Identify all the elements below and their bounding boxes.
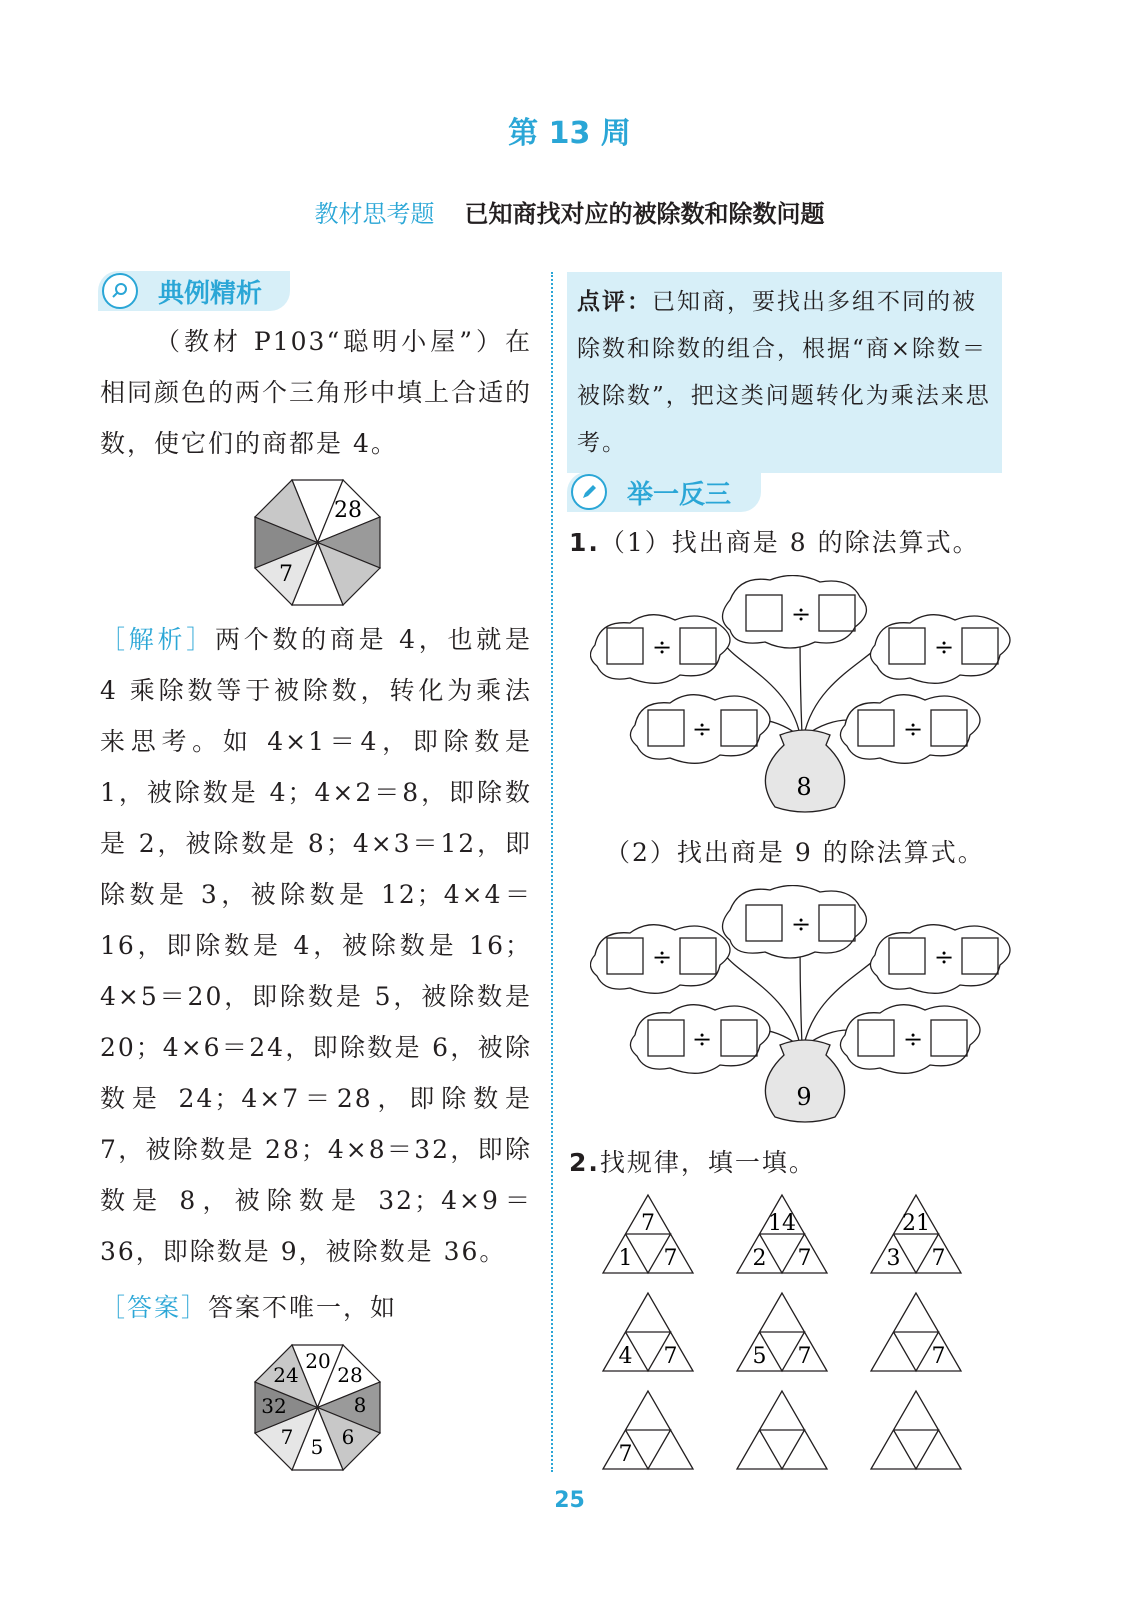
week-title: 第 13 周 xyxy=(508,116,631,151)
pattern-triangle-divider xyxy=(894,1430,939,1469)
question-1-part-1-text: （1）找出商是 8 的除法算式。 xyxy=(599,528,980,557)
practice-section-label: 举一反三 xyxy=(627,479,732,510)
review-text: 已知商，要找出多组不同的被除数和除数的组合，根据“商×除数＝被除数”，把这类问题转化为乘法来思考。 xyxy=(577,289,991,456)
example-problem: （教材 P103“聪明小屋”）在相同颜色的两个三角形中填上合适的数，使它们的商都是 4。 xyxy=(100,327,533,458)
triangle-pattern-grid xyxy=(598,1193,968,1473)
analysis-tag: ［解析］ xyxy=(100,625,215,654)
triangle-left-number: 3 xyxy=(886,1246,901,1271)
triangle-right-number: 7 xyxy=(663,1246,678,1271)
branch-line xyxy=(800,635,802,735)
divide-sign: ÷ xyxy=(651,943,673,971)
octagon-number: 8 xyxy=(353,1393,367,1417)
triangle-left-number: 2 xyxy=(752,1246,767,1271)
divide-sign: ÷ xyxy=(902,1025,924,1053)
divide-sign: ÷ xyxy=(933,633,955,661)
branch-line xyxy=(800,945,802,1045)
divide-sign: ÷ xyxy=(902,715,924,743)
triangle-top-number: 14 xyxy=(768,1211,796,1236)
division-tree-8 xyxy=(590,575,1015,820)
pattern-triangle-divider xyxy=(760,1430,805,1469)
divide-sign: ÷ xyxy=(790,600,812,628)
triangle-top-number: 21 xyxy=(902,1211,930,1236)
division-tree-9 xyxy=(590,885,1015,1130)
triangle-right-number: 7 xyxy=(797,1344,812,1369)
octagon-number: 20 xyxy=(305,1349,331,1373)
octagon-puzzle xyxy=(250,475,385,610)
question-1-part-2: （2）找出商是 9 的除法算式。 xyxy=(605,838,985,867)
triangle-right-number: 7 xyxy=(663,1344,678,1369)
review-box xyxy=(567,272,1002,473)
vase-number: 9 xyxy=(796,1083,812,1111)
divide-sign: ÷ xyxy=(933,943,955,971)
triangle-right-number: 7 xyxy=(931,1344,946,1369)
page-subtitle xyxy=(0,194,1139,229)
vase-number: 8 xyxy=(796,773,812,801)
review-label: 点评： xyxy=(577,288,652,315)
octagon-number: 24 xyxy=(273,1363,299,1387)
page-number: 25 xyxy=(554,1488,585,1513)
triangle-left-number: 7 xyxy=(618,1442,633,1467)
subtitle-tag: 教材思考题 xyxy=(314,200,435,228)
question-2-number: 2. xyxy=(569,1148,600,1177)
pencil-icon xyxy=(571,474,607,510)
triangle-left-number: 4 xyxy=(618,1344,633,1369)
divide-sign: ÷ xyxy=(691,1025,713,1053)
question-1-number: 1. xyxy=(569,528,600,557)
octagon-number: 7 xyxy=(279,562,293,587)
octagon-number: 32 xyxy=(261,1394,287,1418)
analysis-text: 两个数的商是 4，也就是 4 乘除数等于被除数，转化为乘法来思考。如 4×1＝4，即除数是 1，被除数是 4；4×2＝8，即除数是 2，被除数是 8；4×3＝12，即除数是 3，被除数是 12；4×4＝16，即除数是 4，被除数是 16；4×5＝20，即除数是 5，被除数是 20；4×6＝24，即除数是 6，被除数是 24；4×7＝28，即除数是 7，被除数是 28；4×8＝32，即除数是 8，被除数是 32；4×9＝36，即除数是 9，被除数是 36。 xyxy=(100,625,532,1266)
magnifier-icon xyxy=(102,273,138,309)
example-section-label: 典例精析 xyxy=(158,278,263,309)
subtitle-text: 已知商找对应的被除数和除数问题 xyxy=(464,200,825,228)
octagon-number: 5 xyxy=(310,1435,324,1459)
answer-octagon xyxy=(250,1340,385,1475)
answer-text: 答案不唯一，如 xyxy=(208,1293,398,1322)
practice-section-header xyxy=(567,472,761,512)
question-1-part-1 xyxy=(569,523,980,559)
octagon-number: 28 xyxy=(334,498,362,523)
divide-sign: ÷ xyxy=(790,910,812,938)
answer-line xyxy=(100,1282,532,1333)
example-section-header xyxy=(98,271,290,311)
triangle-top-number: 7 xyxy=(641,1211,655,1236)
triangle-left-number: 1 xyxy=(618,1246,633,1271)
triangle-left-number: 5 xyxy=(752,1344,767,1369)
octagon-number: 7 xyxy=(280,1425,294,1449)
question-2 xyxy=(569,1143,816,1179)
question-2-text: 找规律，填一填。 xyxy=(599,1148,816,1177)
answer-tag: ［答案］ xyxy=(100,1293,209,1322)
octagon-number: 6 xyxy=(341,1425,355,1449)
divide-sign: ÷ xyxy=(651,633,673,661)
triangle-right-number: 7 xyxy=(931,1246,946,1271)
triangle-right-number: 7 xyxy=(797,1246,812,1271)
octagon-number: 28 xyxy=(337,1363,363,1387)
analysis-paragraph xyxy=(100,614,532,1277)
column-divider xyxy=(551,272,553,1472)
divide-sign: ÷ xyxy=(691,715,713,743)
